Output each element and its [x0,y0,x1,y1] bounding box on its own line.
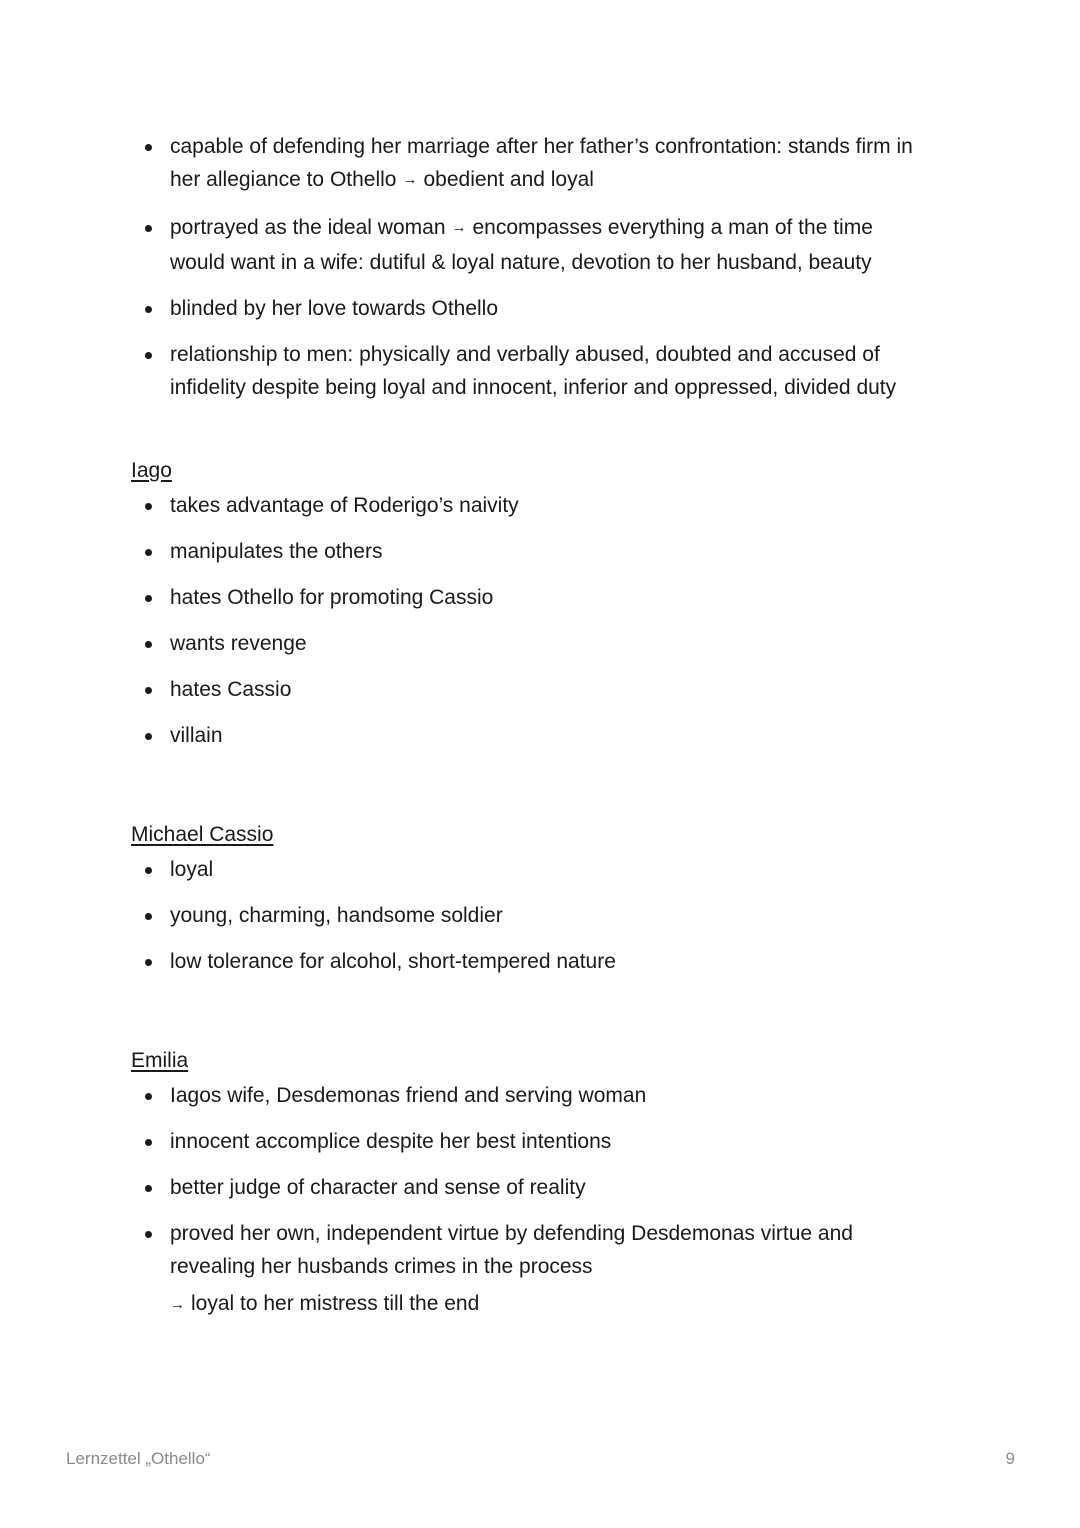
cassio-section [131,821,961,991]
page-number: 9 [1005,1449,1015,1468]
list-item: low tolerance for alcohol, short-tempered nature [131,945,961,978]
bullet-icon [145,306,152,313]
list-item: hates Othello for promoting Cassio [131,581,961,614]
bullet-icon [145,595,152,602]
list-item: hates Cassio [131,673,961,706]
list-item: young, charming, handsome soldier [131,899,961,932]
iago-list [131,489,961,752]
arrow-right-icon: → [402,171,418,188]
list-item: blinded by her love towards Othello [131,292,961,325]
section-heading: Emilia [131,1049,189,1072]
bullet-icon [145,549,152,556]
list-item: better judge of character and sense of reality [131,1171,961,1204]
list-item: portrayed as the ideal woman → encompasses everything a man of the time would want in a wife: dutiful & loyal nature, devotion to her husband, beauty [131,211,961,279]
footer-title: Lernzettel „Othello“ [66,1449,211,1468]
bullet-icon [145,733,152,740]
emilia-list [131,1079,961,1283]
list-item: innocent accomplice despite her best intentions [131,1125,961,1158]
cassio-list [131,853,961,978]
section-heading: Iago [131,459,172,482]
bullet-icon [145,867,152,874]
section-heading: Michael Cassio [131,823,274,846]
list-item: villain [131,719,961,752]
bullet-icon [145,1185,152,1192]
list-item: loyal [131,853,961,886]
bullet-icon [145,225,152,232]
list-item: manipulates the others [131,535,961,568]
iago-section [131,457,961,765]
desdemona-list [131,130,961,404]
emilia-conclusion: → loyal to her mistress till the end [170,1292,480,1315]
arrow-right-icon: → [170,1296,185,1313]
list-item: relationship to men: physically and verbally abused, doubted and accused of infidelity despite being loyal and innocent, inferior and oppressed, divided duty [131,338,961,404]
bullet-icon [145,687,152,694]
bullet-icon [145,641,152,648]
desdemona-section [131,130,961,417]
bullet-icon [145,1093,152,1100]
list-item: proved her own, independent virtue by defending Desdemonas virtue and revealing her husbands crimes in the process [131,1217,961,1283]
bullet-icon [145,959,152,966]
list-item: capable of defending her marriage after her father’s confrontation: stands firm in her allegiance to Othello → obedient and loyal [131,130,961,198]
list-item: takes advantage of Roderigo’s naivity [131,489,961,522]
bullet-icon [145,913,152,920]
list-item: Iagos wife, Desdemonas friend and serving woman [131,1079,961,1112]
bullet-icon [145,144,152,151]
bullet-icon [145,352,152,359]
emilia-section [131,1047,961,1322]
list-item: wants revenge [131,627,961,660]
bullet-icon [145,1231,152,1238]
bullet-icon [145,1139,152,1146]
bullet-icon [145,503,152,510]
arrow-right-icon: → [451,219,467,236]
